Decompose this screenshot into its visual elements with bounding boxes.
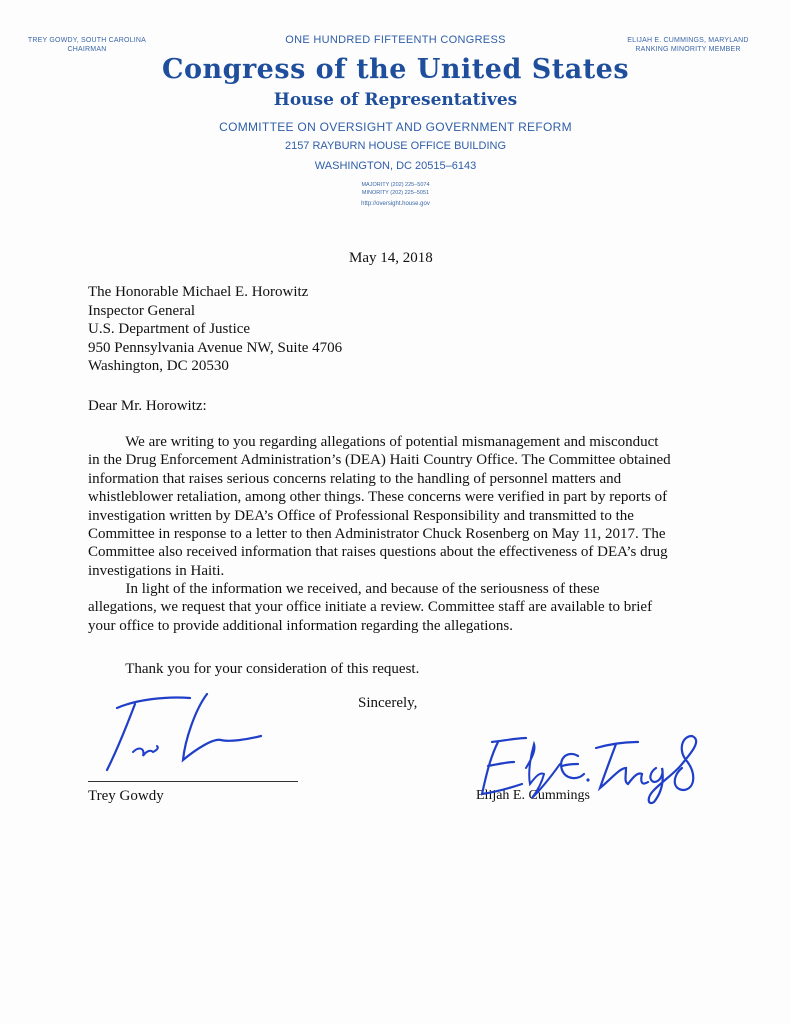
recipient-line: Washington, DC 20530 xyxy=(88,358,229,374)
majority-phone: MAJORITY (202) 225–5074 xyxy=(361,182,430,188)
paragraph-line: your office to provide additional information regarding the allegations. xyxy=(88,617,514,634)
paragraph-line: Thank you for your consideration of this request. xyxy=(88,661,420,677)
recipient-line: 950 Pennsylvania Avenue NW, Suite 4706 xyxy=(88,339,343,356)
salutation: Dear Mr. Horowitz: xyxy=(88,398,207,414)
committee-name: COMMITTEE ON OVERSIGHT AND GOVERNMENT REFORM xyxy=(219,120,572,134)
paragraph-line: Committee in response to a letter to then Administrator Chuck Rosenberg on May 11, 2017. The xyxy=(88,526,666,543)
paragraph-line: We are writing to you regarding allegations of potential mismanagement and misconduct xyxy=(88,434,659,450)
paragraph-line: Committee also received information that raises questions about the effectiveness of DEA’s drug xyxy=(88,544,668,561)
recipient-line: U.S. Department of Justice xyxy=(88,321,251,337)
recipient-line: Inspector General xyxy=(88,302,196,319)
signature-line xyxy=(88,781,298,782)
paragraph-line: in the Drug Enforcement Administration’s (DEA) Haiti Country Office. The Committee obtained xyxy=(88,452,671,469)
closing: Sincerely, xyxy=(358,695,418,711)
ranking-member-name: ELIJAH E. CUMMINGS, MARYLAND xyxy=(627,37,749,44)
paragraph-line: information that raises serious concerns relating to the handling of personnel matters and xyxy=(88,470,622,487)
body-paragraph xyxy=(88,433,713,580)
website: http://oversight.house.gov xyxy=(361,201,430,207)
ranking-member-title: RANKING MINORITY MEMBER xyxy=(635,46,741,53)
minority-phone: MINORITY (202) 225–5051 xyxy=(361,190,430,196)
gowdy-signature xyxy=(95,690,275,780)
chairman-title: CHAIRMAN xyxy=(67,46,107,53)
paragraph-line: allegations, we request that your office initiate a review. Committee staff are available to brief xyxy=(88,599,653,616)
chairman-name: TREY GOWDY, SOUTH CAROLINA xyxy=(27,37,147,44)
paragraph-line: In light of the information we received, and because of the seriousness of these xyxy=(88,581,600,597)
paragraph-line: investigation written by DEA’s Office of Professional Responsibility and transmitted to the xyxy=(88,507,634,524)
recipient-line: The Honorable Michael E. Horowitz xyxy=(88,284,309,300)
cummings-signature xyxy=(470,728,720,808)
paragraph-line: whistleblower retaliation, among other things. These concerns were verified in part by reports of xyxy=(88,489,668,506)
letter-date: May 14, 2018 xyxy=(349,250,433,266)
signatory-left-name: Trey Gowdy xyxy=(88,788,164,804)
congress-number: ONE HUNDRED FIFTEENTH CONGRESS xyxy=(285,34,506,46)
body-paragraph xyxy=(88,580,713,635)
signatory-right-name: Elijah E. Cummings xyxy=(476,788,590,803)
address-line-2: WASHINGTON, DC 20515–6143 xyxy=(314,160,477,172)
address-line-1: 2157 RAYBURN HOUSE OFFICE BUILDING xyxy=(284,140,507,152)
paragraph-line: investigations in Haiti. xyxy=(88,562,225,579)
recipient-address xyxy=(88,283,342,376)
body-paragraph xyxy=(88,660,713,678)
house-title: House of Representatives xyxy=(273,90,518,110)
congress-title: Congress of the United States xyxy=(161,54,630,85)
